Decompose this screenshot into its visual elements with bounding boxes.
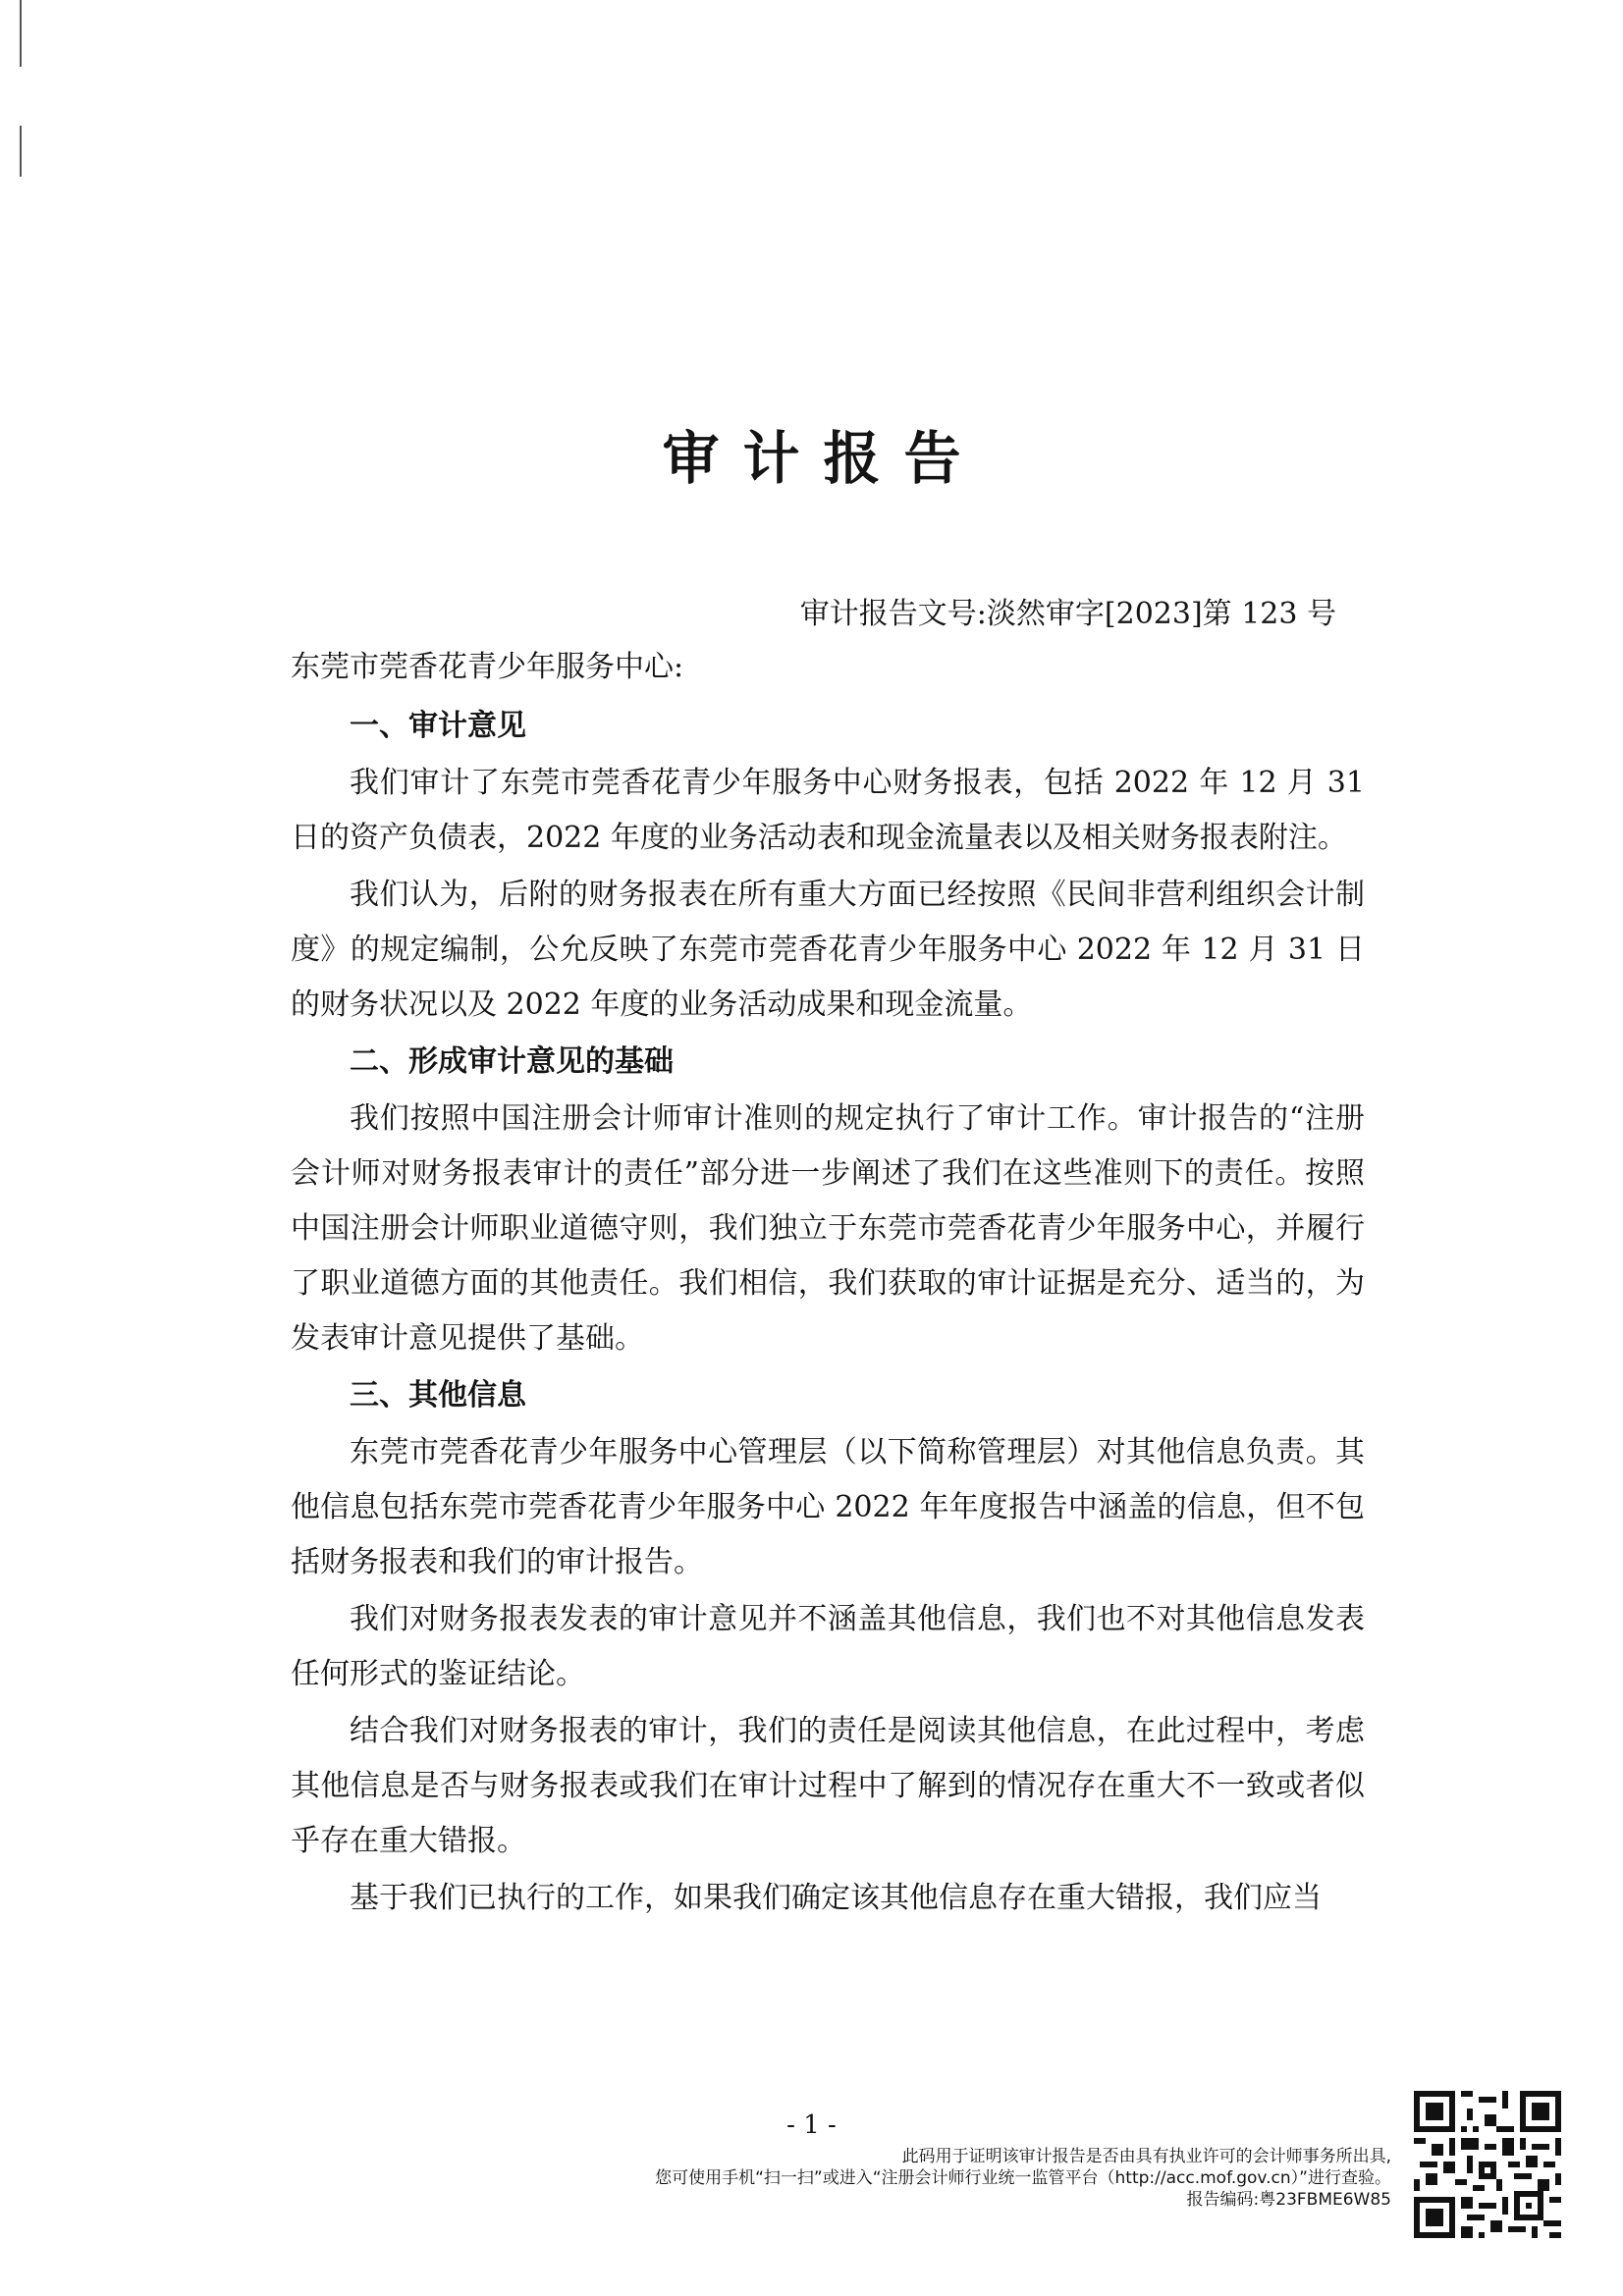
document-number: 审计报告文号:淡然审字[2023]第 123 号 — [799, 597, 1336, 631]
paragraph: 基于我们已执行的工作，如果我们确定该其他信息存在重大错报，我们应当 — [350, 1881, 1322, 1915]
paragraph: 结合我们对财务报表的审计，我们的责任是阅读其他信息，在此过程中，考虑其他信息是否与财务报表或我们在审计过程中了解到的情况存在重大不一致或者似乎存在重大错报。 — [291, 1714, 1365, 1858]
page-number: - 1 - — [786, 2110, 837, 2140]
scan-mark — [20, 126, 22, 177]
footer-line: 此码用于证明该审计报告是否由具有执业许可的会计师事务所出具, — [901, 2147, 1391, 2166]
section-heading: 一、审计意见 — [350, 709, 526, 743]
paragraph: 我们认为，后附的财务报表在所有重大方面已经按照《民间非营利组织会计制度》的规定编制，公允反映了东莞市莞香花青少年服务中心 2022 年 12 月 31 日的财务状况以及 2022 年度的业务活动成果和现金流量。 — [291, 878, 1365, 1022]
paragraph: 我们对财务报表发表的审计意见并不涵盖其他信息，我们也不对其他信息发表任何形式的鉴证结论。 — [291, 1602, 1365, 1691]
verification-footer — [311, 2146, 1391, 2211]
qr-code-icon — [1414, 2091, 1561, 2238]
section-heading: 二、形成审计意见的基础 — [350, 1044, 674, 1079]
report-body — [291, 640, 1365, 1928]
paragraph: 我们审计了东莞市莞香花青少年服务中心财务报表，包括 2022 年 12 月 31 日的资产负债表，2022 年度的业务活动表和现金流量表以及相关财务报表附注。 — [291, 766, 1365, 855]
addressee: 东莞市莞香花青少年服务中心: — [291, 650, 684, 684]
footer-line: 您可使用手机“扫一扫”或进入“注册会计师行业统一监管平台（http://acc.mof.gov.cn）”进行查验。 — [655, 2168, 1391, 2188]
report-title: 审计报告 — [662, 425, 985, 492]
paragraph: 我们按照中国注册会计师审计准则的规定执行了审计工作。审计报告的“注册会计师对财务报表审计的责任”部分进一步阐述了我们在这些准则下的责任。按照中国注册会计师职业道德守则，我们独立于东莞市莞香花青少年服务中心，并履行了职业道德方面的其他责任。我们相信，我们获取的审计证据是充分、适当的，为发表审计意见提供了基础。 — [291, 1101, 1365, 1356]
paragraph: 东莞市莞香花青少年服务中心管理层（以下简称管理层）对其他信息负责。其他信息包括东莞市莞香花青少年服务中心 2022 年年度报告中涵盖的信息，但不包括财务报表和我们的审计报告。 — [291, 1435, 1365, 1579]
section-heading: 三、其他信息 — [350, 1378, 526, 1413]
scan-mark — [20, 0, 22, 67]
report-code: 报告编码:粤23FBME6W85 — [1186, 2190, 1391, 2210]
